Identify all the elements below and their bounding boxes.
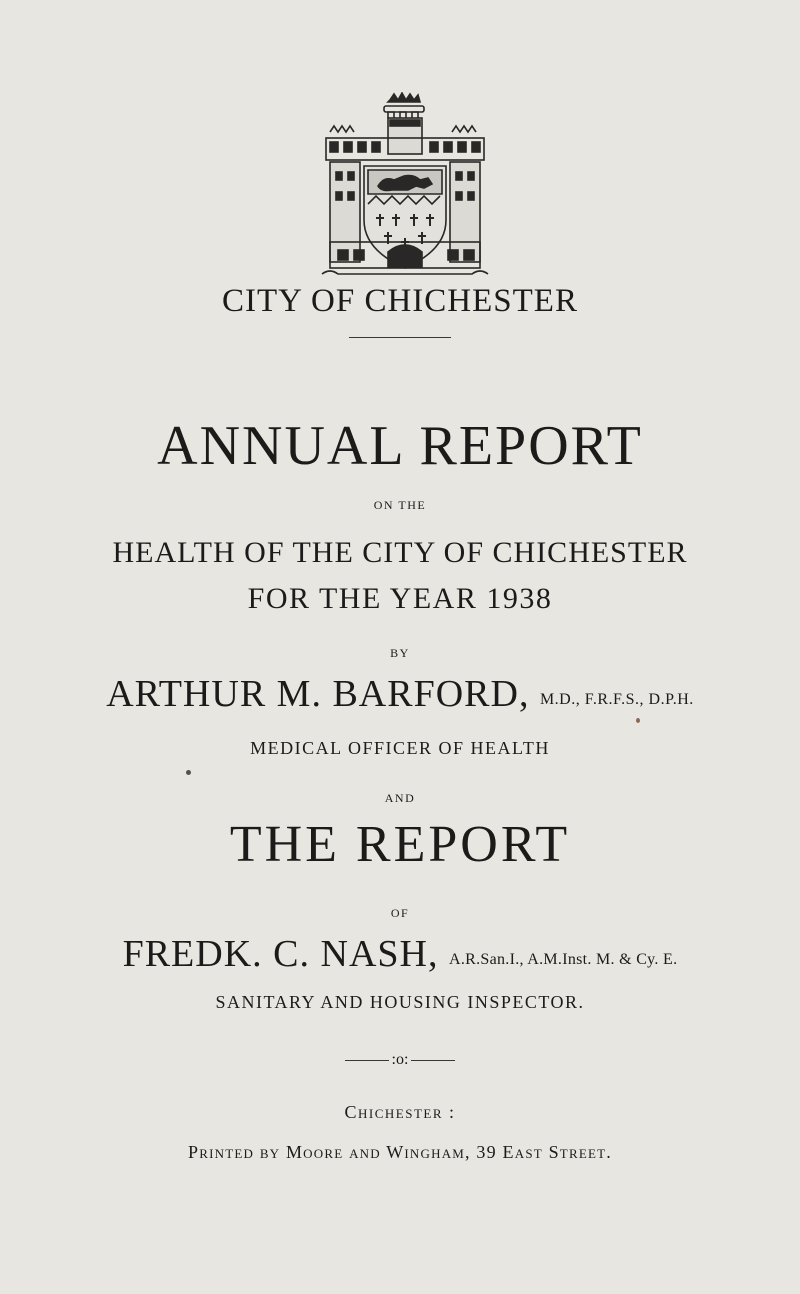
on-the-label: ON THE [373, 498, 427, 512]
author-qualifications: M.D., F.R.F.S., D.P.H. [539, 691, 694, 708]
author-role: MEDICAL OFFICER OF HEALTH [250, 738, 550, 758]
and-label: AND [384, 791, 416, 805]
inspector-role: SANITARY AND HOUSING INSPECTOR. [215, 992, 585, 1012]
city-heading: CITY OF CHICHESTER [222, 283, 578, 319]
imprint-printer: Printed by Moore and Wingham, 39 East Street. [188, 1142, 612, 1162]
author-name: ARTHUR M. BARFORD, [106, 673, 530, 715]
report-year: FOR THE YEAR 1938 [247, 582, 553, 615]
report-subject: HEALTH OF THE CITY OF CHICHESTER [112, 536, 688, 569]
print-speck [186, 770, 191, 775]
inspector-line [0, 932, 800, 976]
inspector-qualifications: A.R.San.I., A.M.Inst. M. & Cy. E. [448, 951, 678, 968]
print-speck [636, 718, 640, 723]
of-label: OF [390, 906, 410, 920]
second-report-title: THE REPORT [229, 816, 571, 873]
divider-mark: :o: [391, 1051, 409, 1068]
city-arms-crest-icon [320, 92, 490, 282]
report-title: ANNUAL REPORT [157, 415, 643, 477]
heading-rule [349, 337, 451, 338]
inspector-name: FREDK. C. NASH, [122, 933, 439, 975]
author-line [0, 672, 800, 716]
by-label: BY [390, 646, 410, 660]
imprint-place: Chichester : [344, 1102, 456, 1122]
section-divider [0, 1051, 800, 1069]
